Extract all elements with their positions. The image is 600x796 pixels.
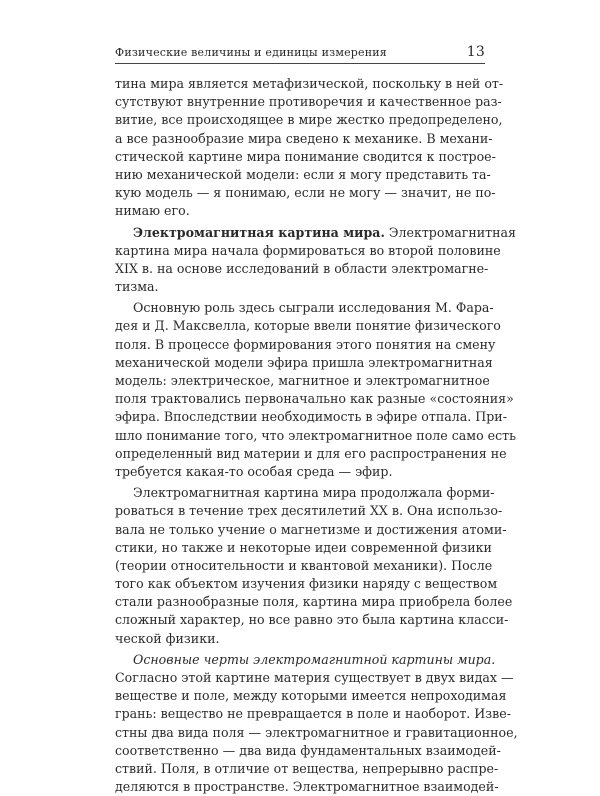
text-line: шло понимание того, что электромагнитное поле само есть: [115, 427, 517, 443]
text-line: а все разнообразие мира сведено к механике. В механи-: [115, 130, 493, 146]
text-line: XIX в. на основе исследований в области электромагне-: [115, 260, 489, 276]
text-line: ческой физики.: [115, 630, 220, 646]
text-line: дея и Д. Максвелла, которые ввели понятие физического: [115, 318, 501, 334]
running-header-title: Физические величины и единицы измерения: [115, 46, 387, 59]
text-line: нию механической модели: если я могу представить та-: [115, 166, 491, 182]
paragraph-5: [115, 651, 518, 796]
text-line: стики, но также и некоторые идеи современной физики: [115, 539, 492, 555]
text-line: соответственно — два вида фундаментальных взаимодей-: [115, 742, 501, 758]
text-line: картина мира начала формироваться во второй половине: [115, 242, 501, 258]
text-line: требуется какая-то особая среда — эфир.: [115, 463, 393, 479]
text-line: деляются в пространстве. Электромагнитное взаимодей-: [115, 779, 499, 795]
text-span: Электромагнитная: [384, 224, 516, 240]
page-number: 13: [466, 44, 485, 60]
text-line: веществе и поле, между которыми имеется непроходимая: [115, 688, 507, 704]
text-line: определенный вид материи и для его распространения не: [115, 445, 507, 461]
text-line: сутствуют внутренние противоречия и качественное раз-: [115, 94, 502, 110]
text-line: стической картине мира понимание сводится к построе-: [115, 148, 496, 164]
text-line: Согласно этой картине материя существует в двух видах —: [115, 670, 514, 685]
text-line: поля. В процессе формирования этого понятия на смену: [115, 336, 496, 352]
text-line: роваться в течение трех десятилетий XX в. Она использо-: [115, 503, 503, 519]
section-heading: Электромагнитная картина мира.: [133, 224, 385, 240]
text-line: Основную роль здесь сыграли исследования М. Фара-: [133, 300, 494, 316]
body-text: [115, 75, 518, 796]
text-line: нимаю его.: [115, 203, 190, 219]
text-line: тизма.: [115, 279, 159, 295]
running-header: [115, 45, 485, 64]
text-line: модель: электрическое, магнитное и электромагнитное: [115, 373, 490, 388]
text-line: поля трактовались первоначально как разные «состояния»: [115, 391, 514, 407]
text-line: (теории относительности и квантовой механики). После: [115, 557, 493, 573]
text-line: вала не только учение о магнетизме и достижения атоми-: [115, 521, 507, 537]
text-line: сложный характер, но все равно это была картина класси-: [115, 612, 509, 628]
paragraph-1: [115, 75, 504, 221]
paragraph-2: [115, 224, 516, 297]
text-line: стали разнообразные поля, картина мира приобрела более: [115, 594, 513, 610]
text-line: Электромагнитная картина мира продолжала форми-: [133, 485, 495, 501]
text-line: стны два вида поля — электромагнитное и гравитационное,: [115, 724, 518, 740]
paragraph-4: [115, 484, 513, 648]
text-line: [115, 224, 516, 242]
text-line: тина мира является метафизической, поскольку в ней от-: [115, 76, 504, 91]
paragraph-3: [115, 299, 517, 481]
text-line: витие, все происходящее в мире жестко предопределено,: [115, 112, 503, 128]
text-line: эфира. Впоследствии необходимость в эфире отпала. При-: [115, 409, 507, 425]
subsection-heading: Основные черты электромагнитной картины мира.: [133, 651, 496, 667]
text-line: грань: вещество не превращается в поле и наоборот. Изве-: [115, 706, 511, 722]
text-line: кую модель — я понимаю, если не могу — значит, не по-: [115, 185, 496, 201]
text-line: ствий. Поля, в отличие от вещества, непрерывно распре-: [115, 760, 499, 776]
text-line: механической модели эфира пришла электромагнитная: [115, 354, 493, 370]
text-line: того как объектом изучения физики наряду с веществом: [115, 576, 498, 592]
